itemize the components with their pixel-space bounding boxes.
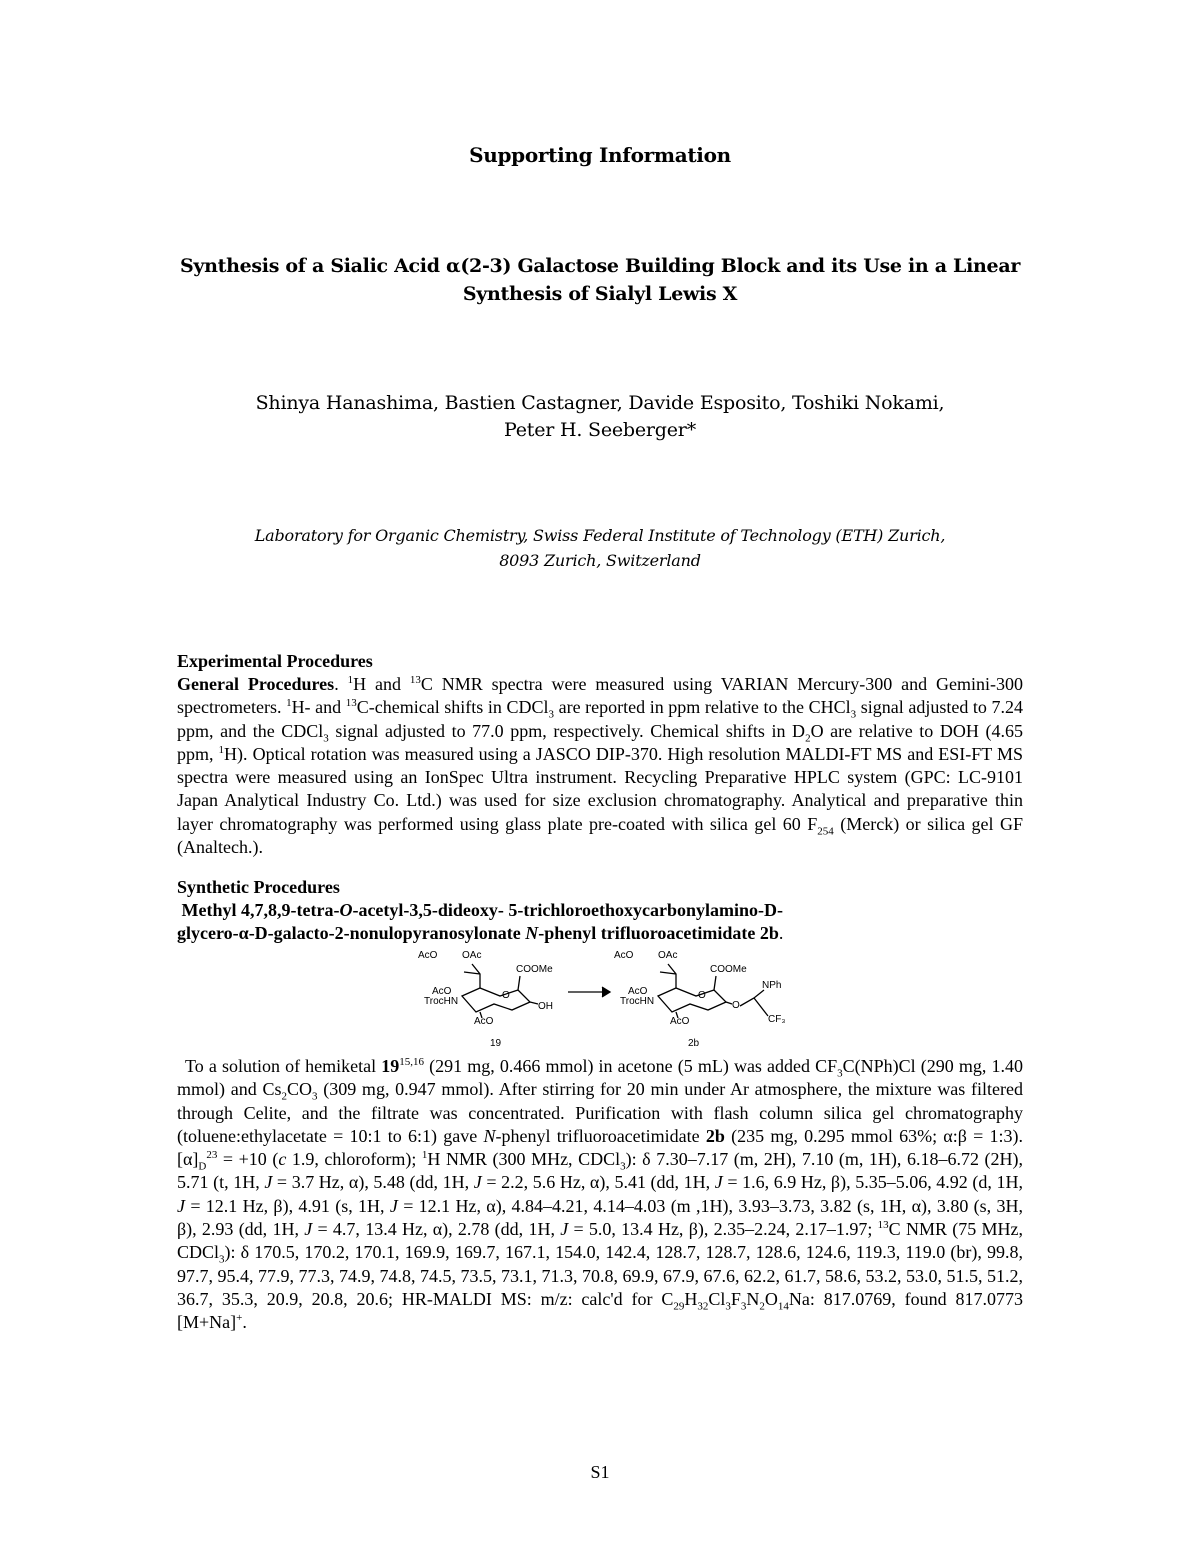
subscript: 3 xyxy=(311,1090,318,1103)
affiliation-line-2: 8093 Zurich, Switzerland xyxy=(499,551,701,570)
superscript: 13 xyxy=(409,674,421,686)
subscript: 32 xyxy=(697,1300,709,1313)
subscript: 29 xyxy=(673,1300,685,1313)
text-run: = 12.1 Hz, α), 4.84–4.21, 4.14–4.03 (m ,1H), 3.93–3.73, 3.82 (s, 1H, α), 3.80 (s, 3H, β), 2.93 (dd, 1H, xyxy=(177,1195,1023,1240)
text-run: J xyxy=(177,1195,185,1216)
superscript: 1 xyxy=(421,1149,428,1162)
text-run: J xyxy=(560,1219,569,1240)
text-run: . xyxy=(242,1312,247,1333)
text-run: J xyxy=(714,1172,723,1193)
page-number: S1 xyxy=(590,1462,610,1482)
scheme-label-trochn: TrocHN xyxy=(424,996,459,1007)
text-run: Cl xyxy=(708,1288,726,1309)
text-run: C NMR spectra were measured using VARIAN Mercury-300 and Gemini-300 spectrometers. xyxy=(177,674,1023,718)
subscript: 254 xyxy=(817,825,834,838)
scheme-label-anomeric-o: O xyxy=(732,1000,740,1011)
scheme-label-oac: OAc xyxy=(658,950,678,961)
text-run: CO xyxy=(286,1079,312,1100)
text-run: = 2.2, 5.6 Hz, α), 5.41 (dd, 1H, xyxy=(481,1172,715,1193)
subscript: 3 xyxy=(837,1067,843,1080)
reaction-scheme xyxy=(410,946,800,1054)
subscript: 3 xyxy=(850,708,857,721)
text-run: N xyxy=(483,1125,496,1146)
text-run: . xyxy=(334,674,348,694)
text-run: ): δ 170.5, 170.2, 170.1, 169.9, 169.7, 167.1, 154.0, 142.4, 128.7, 128.7, 128.6, 124.6, 119.3, 119.0 (br), 99.8, 97.7, 95.4, 77.9, 77.3, 74.9, 74.8, 74.5, 73.5, 73.1, 71.3, 70.8, 69.9, 67.9, 67.6, 62.2, 61.7, 58.6, 53.2, 53.0, 51.5, 51.2, 36.7, 35.3, 20.9, 20.8, 20.6; HR-MALDI MS: m/z: calc'd for C xyxy=(177,1242,1023,1309)
scheme-label-coome: COOMe xyxy=(516,964,553,975)
general-procedures-label: General Procedures xyxy=(177,674,335,694)
subscript: 2 xyxy=(759,1300,765,1313)
text-run: Methyl 4,7,8,9-tetra- xyxy=(181,900,340,920)
text-run: H and xyxy=(353,674,410,694)
text-run: (235 mg, 0.295 mmol 63%; α:β = 1:3). [α] xyxy=(177,1125,1024,1170)
text-run: (Merck) or silica gel GF (Analtech.). xyxy=(177,813,1024,858)
text-run: O xyxy=(339,900,353,920)
subscript: 3 xyxy=(219,1253,225,1266)
text-run: O xyxy=(764,1288,778,1309)
ring-bonds-2b xyxy=(658,988,726,1012)
text-run: = 1.6, 6.9 Hz, β), 5.35–5.06, 4.92 (d, 1H, xyxy=(722,1172,1024,1193)
supporting-information-heading: Supporting Information xyxy=(469,143,731,167)
superscript: + xyxy=(236,1312,243,1325)
subscript: 2 xyxy=(805,732,811,745)
compound-heading xyxy=(177,899,1023,946)
subscript: D xyxy=(198,1160,207,1173)
paper-title-line-2: Synthesis of Sialyl Lewis X xyxy=(462,283,738,305)
scheme-label-ring-o: O xyxy=(698,990,706,1001)
scheme-label-oac: OAc xyxy=(462,950,482,961)
superscript: 13 xyxy=(345,697,357,710)
superscript: 1 xyxy=(347,674,354,686)
text-run: glycero- xyxy=(177,923,239,944)
procedure-paragraph xyxy=(177,1055,1023,1335)
author-list xyxy=(150,390,1050,444)
text-run: O are relative to DOH (4.65 ppm, xyxy=(177,720,1023,764)
text-run: are reported in ppm relative to the CHCl xyxy=(554,697,851,718)
text-run: -acetyl-3,5-dideoxy- 5-trichloroethoxycarbonylamino-D- xyxy=(352,900,784,920)
text-run: α xyxy=(238,923,249,944)
text-run: J xyxy=(473,1172,482,1193)
synthetic-procedures-heading: Synthetic Procedures xyxy=(177,877,340,897)
paper-title-line-1: Synthesis of a Sialic Acid α(2-3) Galactose Building Block and its Use in a Linear xyxy=(179,255,1021,277)
scheme-label-aco: AcO xyxy=(418,950,438,961)
text-run: signal adjusted to 77.0 ppm, respectively. Chemical shifts in D xyxy=(328,720,806,741)
superscript: 13 xyxy=(877,1219,889,1232)
text-run: (291 mg, 0.466 mmol) in acetone (5 mL) was added CF xyxy=(424,1056,838,1076)
text-run: To a solution of hemiketal xyxy=(185,1056,382,1076)
text-run: J xyxy=(264,1172,273,1193)
reaction-arrowhead xyxy=(602,987,610,997)
text-run: J xyxy=(389,1195,398,1216)
affiliation xyxy=(150,523,1050,573)
subscript: 3 xyxy=(740,1300,747,1313)
text-run: c xyxy=(278,1149,287,1170)
paper-title xyxy=(150,252,1050,308)
scheme-label-aco: AcO xyxy=(614,950,634,961)
scheme-compound-2b: 2b xyxy=(688,1038,700,1049)
affiliation-line-1: Laboratory for Organic Chemistry, Swiss Federal Institute of Technology (ETH) Zurich, xyxy=(254,526,946,545)
scheme-label-aco: AcO xyxy=(670,1016,690,1027)
text-run: 2b xyxy=(705,1125,725,1146)
scheme-label-coome: COOMe xyxy=(710,964,747,975)
general-procedures-paragraph xyxy=(177,673,1023,859)
text-run: ): δ 7.30–7.17 (m, 2H), 7.10 (m, 1H), 6.18–6.72 (2H), 5.71 (t, 1H, xyxy=(177,1149,1023,1193)
text-run: J xyxy=(304,1219,313,1240)
superscript: 1 xyxy=(286,697,292,710)
text-run: H- and xyxy=(291,697,346,718)
text-run: 19 xyxy=(381,1056,400,1076)
scheme-label-aco: AcO xyxy=(628,986,648,997)
subscript: 3 xyxy=(620,1160,626,1173)
text-run: = 5.0, 13.4 Hz, β), 2.35–2.24, 2.17–1.97; xyxy=(568,1219,878,1240)
subscript: 14 xyxy=(777,1300,789,1313)
text-run: = 12.1 Hz, β), 4.91 (s, 1H, xyxy=(185,1195,390,1216)
subscript: 3 xyxy=(548,708,554,721)
citation-superscript: 15,16 xyxy=(399,1056,425,1068)
text-run: H). Optical rotation was measured using a JASCO DIP-370. High resolution MALDI-FT MS and ESI-FT MS spectra were measured using an IonSpec Ultra instrument. Recycling Preparative HPLC system (GPC: LC-9101 Japan Analytical Industry Co. Ltd.) was used for size exclusion chromatography. Analytical and preparative thin layer chromatography was performed using glass plate pre-coated with silica gel 60 F xyxy=(177,743,1023,834)
superscript: 1 xyxy=(218,743,225,756)
text-run: -D-galacto-2-nonulopyranosylonate xyxy=(248,923,526,944)
text-run: C-chemical shifts in CDCl xyxy=(356,697,549,718)
text-run: N xyxy=(746,1288,760,1309)
scheme-label-aco: AcO xyxy=(432,986,452,997)
text-run: = +10 ( xyxy=(217,1149,279,1170)
superscript: 23 xyxy=(206,1149,218,1162)
scheme-label-cf3: CF₃ xyxy=(768,1014,786,1025)
scheme-label-aco: AcO xyxy=(474,1016,494,1027)
text-run: H NMR (300 MHz, CDCl xyxy=(427,1149,621,1170)
text-run: -phenyl trifluoroacetimidate xyxy=(495,1125,706,1146)
text-run: C(NPh)Cl (290 mg, 1.40 mmol) and Cs xyxy=(177,1056,1023,1100)
experimental-procedures-heading: Experimental Procedures xyxy=(177,651,373,671)
text-run: = 4.7, 13.4 Hz, α), 2.78 (dd, 1H, xyxy=(312,1219,561,1240)
subscript: 3 xyxy=(323,732,329,745)
subscript: 3 xyxy=(725,1300,731,1313)
scheme-label-oh: OH xyxy=(538,1001,553,1012)
text-run: signal adjusted to 7.24 ppm, and the CDCl xyxy=(177,697,1024,741)
text-run: H xyxy=(684,1288,698,1309)
author-list-line-1: Shinya Hanashima, Bastien Castagner, Davide Esposito, Toshiki Nokami, xyxy=(255,392,945,414)
text-run: . xyxy=(778,923,784,944)
scheme-label-trochn: TrocHN xyxy=(620,996,655,1007)
scheme-compound-19: 19 xyxy=(490,1038,502,1049)
text-run: F xyxy=(730,1288,741,1309)
text-run: (309 mg, 0.947 mmol). After stirring for 20 min under Ar atmosphere, the mixture was filtered through Celite, and the filtrate was concentrated. Purification with flash column silica gel chromatography (toluene:ethylacetate = 10:1 to 6:1) gave xyxy=(177,1079,1024,1146)
text-run: Na: 817.0769, found 817.0773 [M+Na] xyxy=(177,1288,1023,1333)
text-run: N xyxy=(525,923,539,944)
scheme-label-ring-o: O xyxy=(502,990,510,1001)
scheme-label-nph: NPh xyxy=(762,980,782,991)
text-run: = 3.7 Hz, α), 5.48 (dd, 1H, xyxy=(272,1172,474,1193)
subscript: 2 xyxy=(281,1090,287,1103)
text-run: 1.9, chloroform); xyxy=(286,1149,422,1170)
author-list-line-2: Peter H. Seeberger* xyxy=(503,419,696,441)
text-run: -phenyl trifluoroacetimidate 2b xyxy=(538,923,779,944)
text-run: C NMR (75 MHz, CDCl xyxy=(177,1219,1023,1263)
ring-bonds-19 xyxy=(462,988,530,1012)
